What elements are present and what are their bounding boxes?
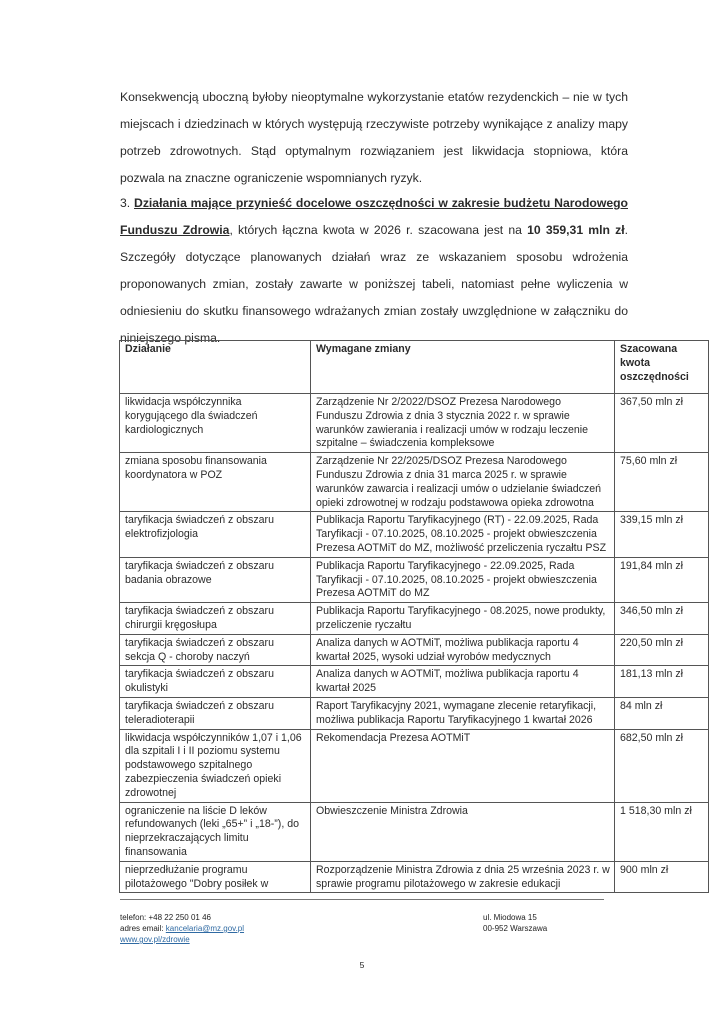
cell-action: taryfikacja świadczeń z obszaru badania obrazowe bbox=[120, 557, 311, 602]
table-row bbox=[120, 394, 709, 453]
cell-action: taryfikacja świadczeń z obszaru teleradioterapii bbox=[120, 697, 311, 729]
cell-changes: Obwieszczenie Ministra Zdrowia bbox=[311, 802, 615, 861]
footer-divider bbox=[120, 899, 604, 900]
cell-amount: 75,60 mln zł bbox=[615, 453, 709, 512]
cell-changes: Rekomendacja Prezesa AOTMiT bbox=[311, 729, 615, 802]
cell-amount: 84 mln zł bbox=[615, 697, 709, 729]
table-row bbox=[120, 666, 709, 698]
cell-action: zmiana sposobu finansowania koordynatora w POZ bbox=[120, 453, 311, 512]
cell-action: ograniczenie na liście D leków refundowanych (leki „65+” i „18-”), do nieprzekraczających limitu finansowania bbox=[120, 802, 311, 861]
footer-website-link[interactable]: www.gov.pl/zdrowie bbox=[120, 935, 190, 944]
section-number: 3. bbox=[120, 196, 131, 210]
intro-paragraph: Konsekwencją uboczną byłoby nieoptymalne wykorzystanie etatów rezydenckich – nie w tych miejscach i dziedzinach w których występują rzeczywiste potrzeby wynikające z analizy mapy potrzeb zdrowotnych. Stąd optymalnym rozwiązaniem jest likwidacja stopniowa, która pozwala na znaczne ograniczenie wspomnianych ryzyk. bbox=[120, 90, 628, 185]
cell-amount: 682,50 mln zł bbox=[615, 729, 709, 802]
table-row bbox=[120, 634, 709, 666]
table-row bbox=[120, 512, 709, 557]
cell-amount: 900 mln zł bbox=[615, 861, 709, 893]
savings-table bbox=[119, 340, 709, 893]
footer-address bbox=[483, 912, 547, 934]
footer-email-link[interactable]: kancelaria@mz.gov.pl bbox=[165, 924, 245, 933]
cell-changes: Analiza danych w AOTMiT, możliwa publikacja raportu 4 kwartał 2025 bbox=[311, 666, 615, 698]
header-action: Działanie bbox=[120, 341, 311, 394]
cell-changes: Publikacja Raportu Taryfikacyjnego - 08.2025, nowe produkty, przeliczenie ryczałtu bbox=[311, 603, 615, 635]
section-heading: Działania mające przynieść docelowe oszczędności w zakresie budżetu Narodowego Funduszu Zdrowia bbox=[120, 196, 628, 237]
cell-amount: 346,50 mln zł bbox=[615, 603, 709, 635]
table-row bbox=[120, 557, 709, 602]
footer-phone: telefon: +48 22 250 01 46 bbox=[120, 913, 211, 922]
header-changes: Wymagane zmiany bbox=[311, 341, 615, 394]
cell-changes: Zarządzenie Nr 22/2025/DSOZ Prezesa Narodowego Funduszu Zdrowia z dnia 31 marca 2025 r. w sprawie warunków zawarcia i realizacji umów o udzielanie świadczeń opieki zdrowotnej w rodzaju podstawowa opieka zdrowotna bbox=[311, 453, 615, 512]
table-row bbox=[120, 861, 709, 893]
footer-email-label: adres email: bbox=[120, 924, 166, 933]
cell-amount: 1 518,30 mln zł bbox=[615, 802, 709, 861]
table-row bbox=[120, 802, 709, 861]
cell-changes: Raport Taryfikacyjny 2021, wymagane zlecenie retaryfikacji, możliwa publikacja Raportu Taryfikacyjnego 1 kwartał 2026 bbox=[311, 697, 615, 729]
cell-action: taryfikacja świadczeń z obszaru sekcja Q - choroby naczyń bbox=[120, 634, 311, 666]
table-row bbox=[120, 453, 709, 512]
table-row bbox=[120, 697, 709, 729]
cell-amount: 220,50 mln zł bbox=[615, 634, 709, 666]
cell-changes: Publikacja Raportu Taryfikacyjnego (RT) - 22.09.2025, Rada Taryfikacji - 07.10.2025, 08.10.2025 - projekt obwieszczenia Prezesa AOTMiT do MZ, możliwość przeliczenia ryczałtu PSZ bbox=[311, 512, 615, 557]
cell-amount: 339,15 mln zł bbox=[615, 512, 709, 557]
cell-action: likwidacja współczynników 1,07 i 1,06 dla szpitali I i II poziomu systemu podstawowego szpitalnego zabezpieczenia świadczeń opieki zdrowotnej bbox=[120, 729, 311, 802]
cell-amount: 191,84 mln zł bbox=[615, 557, 709, 602]
cell-action: taryfikacja świadczeń z obszaru elektrofizjologia bbox=[120, 512, 311, 557]
table-row bbox=[120, 729, 709, 802]
section-text-before: , których łączna kwota w 2026 r. szacowana jest na bbox=[229, 223, 528, 237]
cell-amount: 367,50 mln zł bbox=[615, 394, 709, 453]
cell-action: taryfikacja świadczeń z obszaru chirurgii kręgosłupa bbox=[120, 603, 311, 635]
page-number: 5 bbox=[359, 960, 365, 970]
footer-address-line1: ul. Miodowa 15 bbox=[483, 913, 537, 922]
cell-changes: Zarządzenie Nr 2/2022/DSOZ Prezesa Narodowego Funduszu Zdrowia z dnia 3 stycznia 2022 r. w sprawie warunków zawierania i realizacji umów w rodzaju leczenie szpitalne – świadczenia kompleksowe bbox=[311, 394, 615, 453]
cell-action: taryfikacja świadczeń z obszaru okulistyki bbox=[120, 666, 311, 698]
cell-changes: Analiza danych w AOTMiT, możliwa publikacja raportu 4 kwartał 2025, wysoki udział wyrobów medycznych bbox=[311, 634, 615, 666]
total-amount: 10 359,31 mln zł bbox=[527, 223, 625, 237]
footer-email-line bbox=[120, 923, 244, 934]
cell-changes: Publikacja Raportu Taryfikacyjnego - 22.09.2025, Rada Taryfikacji - 07.10.2025, 08.10.2025 - projekt obwieszczenia Prezesa AOTMiT do MZ bbox=[311, 557, 615, 602]
section-3-paragraph bbox=[120, 190, 628, 352]
cell-amount: 181,13 mln zł bbox=[615, 666, 709, 698]
header-amount: Szacowana kwota oszczędności bbox=[615, 341, 709, 394]
cell-action: likwidacja współczynnika korygującego dla świadczeń kardiologicznych bbox=[120, 394, 311, 453]
cell-action: nieprzedłużanie programu pilotażowego "Dobry posiłek w bbox=[120, 861, 311, 893]
section-text-after: . Szczegóły dotyczące planowanych działań wraz ze wskazaniem sposobu wdrożenia proponowanych zmian, zostały zawarte w poniższej tabeli, natomiast pełne wyliczenia w odniesieniu do skutku finansowego wdrażanych zmian zostały uwzględnione w załączniku do niniejszego pisma. bbox=[120, 223, 628, 345]
footer-address-line2: 00-952 Warszawa bbox=[483, 924, 548, 933]
table-header-row bbox=[120, 341, 709, 394]
cell-changes: Rozporządzenie Ministra Zdrowia z dnia 25 września 2023 r. w sprawie programu pilotażowego w zakresie edukacji bbox=[311, 861, 615, 893]
table-row bbox=[120, 603, 709, 635]
footer-contact bbox=[120, 912, 244, 945]
